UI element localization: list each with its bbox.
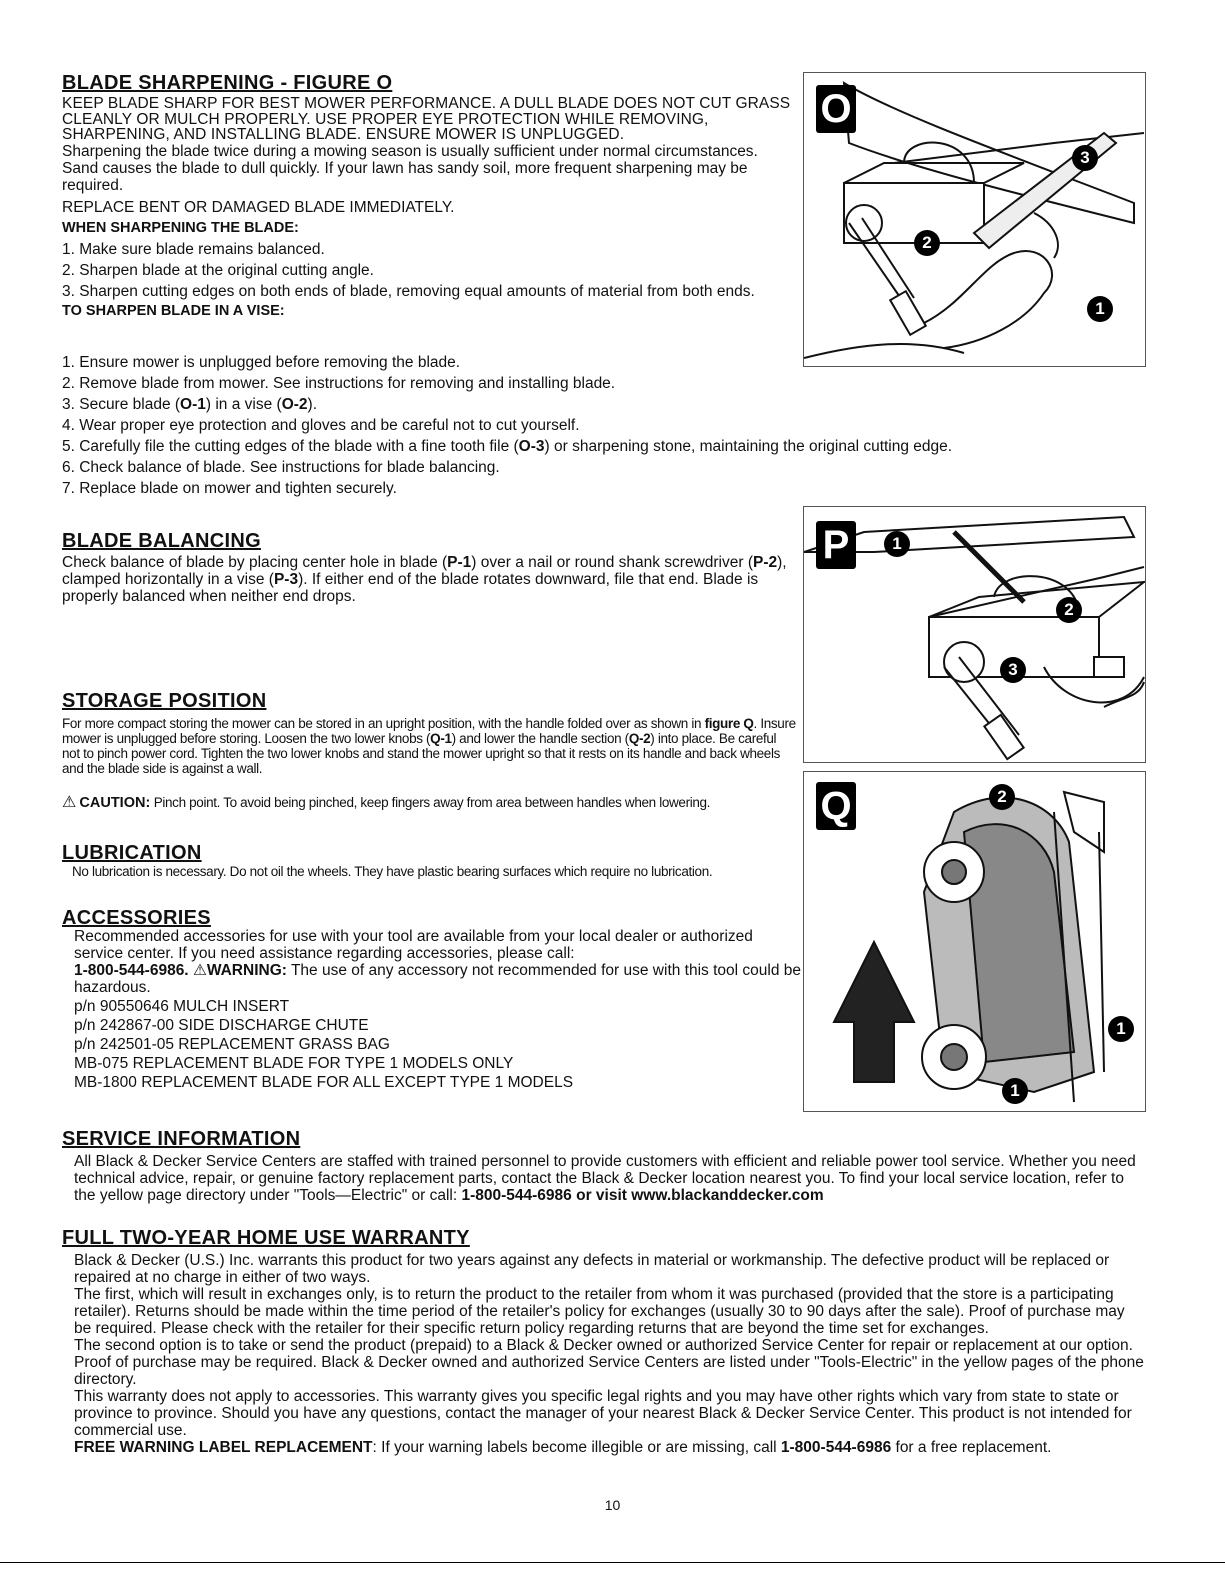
blade-sharpening-body: [62, 96, 792, 320]
accessories-warning: 1-800-544-6986. ⚠WARNING: The use of any accessory not recommended for use with this tool could be hazardous.: [74, 962, 801, 996]
accessory-part: p/n 242501-05 REPLACEMENT GRASS BAG: [74, 1036, 390, 1053]
warranty-body: [74, 1252, 1144, 1456]
accessories-body: [74, 928, 804, 1091]
figure-o-callout: 2: [914, 230, 940, 256]
replace-note: REPLACE BENT OR DAMAGED BLADE IMMEDIATELY.: [62, 198, 455, 216]
vise-step: 6. Check balance of blade. See instructions for blade balancing.: [62, 459, 500, 476]
blade-balancing-text: Check balance of blade by placing center hole in blade (P-1) over a nail or round shank screwdriver (P-2), clamped horizontally in a vise (P-3). If either end of the blade rotates downward, file that end. Blade is properly balanced when neither end drops.: [62, 554, 787, 605]
figure-o-callout: 1: [1087, 296, 1113, 322]
figure-q-callout: 1: [1002, 1078, 1028, 1104]
figure-o-callout: 3: [1072, 145, 1098, 171]
figure-o-badge: O: [816, 85, 856, 133]
vise-step: 3. Secure blade (O-1) in a vise (O-2).: [62, 396, 318, 413]
vise-step: 1. Ensure mower is unplugged before removing the blade.: [62, 354, 461, 371]
when-item: 2. Sharpen blade at the original cutting angle.: [62, 261, 374, 279]
warning-triangle-icon: ⚠: [62, 794, 76, 811]
section-title-storage-position: STORAGE POSITION: [62, 690, 267, 712]
storage-text: For more compact storing the mower can be stored in an upright position, with the handle folded over as shown in figure Q. Insure mower is unplugged before storing. Loosen the two lower knobs (Q-1) and lower the handle section (Q-2) into place. Be careful not to pinch power cord. Tighten the two lower knobs and stand the mower upright so that it rests on its handle and back wheels and the blade side is against a wall.: [62, 716, 796, 776]
service-text: All Black & Decker Service Centers are staffed with trained personnel to provide customers with efficient and reliable power tool service. Whether you need technical advice, repair, or genuine factory replacement parts, contact the Black & Decker location nearest you. To find your local service location, refer to the yellow page directory under "Tools—Electric" or call: 1-800-544-6986 or visit www.blackanddecker.com: [74, 1153, 1136, 1204]
accessory-part: MB-1800 REPLACEMENT BLADE FOR ALL EXCEPT TYPE 1 MODELS: [74, 1074, 574, 1091]
when-item: 1. Make sure blade remains balanced.: [62, 240, 325, 258]
section-title-service-information: SERVICE INFORMATION: [62, 1128, 301, 1150]
section-title-blade-sharpening: BLADE SHARPENING - FIGURE O: [62, 72, 393, 94]
warranty-paragraph: The first, which will result in exchanges only, is to return the product to the retailer from whom it was purchased (provided that the store is a participating retailer). Returns should be made within the time period of the retailer's policy for exchanges (usually 30 to 90 days after the sale). Proof of purchase may be required. Please check with the retailer for their specific return policy regarding returns that are beyond the time set for exchanges.: [74, 1286, 1125, 1337]
vise-step: 7. Replace blade on mower and tighten securely.: [62, 480, 397, 497]
figure-o: [803, 72, 1146, 367]
warranty-paragraph: The second option is to take or send the product (prepaid) to a Black & Decker owned or authorized Service Center for repair or replacement at our option. Proof of purchase may be required. Black & Decker owned and authorized Service Centers are listed under "Tools-Electric" in the yellow pages of the phone directory.: [74, 1337, 1144, 1388]
when-item: 3. Sharpen cutting edges on both ends of blade, removing equal amounts of material from both ends.: [62, 282, 755, 300]
figure-q-callout: 2: [989, 784, 1015, 810]
vise-step: 2. Remove blade from mower. See instructions for removing and installing blade.: [62, 375, 616, 392]
when-sharpening-heading: WHEN SHARPENING THE BLADE:: [62, 219, 299, 236]
section-title-accessories: ACCESSORIES: [62, 907, 211, 929]
figure-q: [803, 771, 1146, 1112]
vise-step: 5. Carefully file the cutting edges of the blade with a fine tooth file (O-3) or sharpening stone, maintaining the original cutting edge.: [62, 438, 953, 455]
accessory-part: MB-075 REPLACEMENT BLADE FOR TYPE 1 MODELS ONLY: [74, 1055, 514, 1072]
figure-q-badge: Q: [816, 782, 856, 830]
page-bottom-rule: [0, 1562, 1225, 1563]
warranty-paragraph: This warranty does not apply to accessories. This warranty gives you specific legal rights and you may have other rights which vary from state to state or province to province. Should you have any questions, contact the manager of your nearest Black & Decker Service Center. This product is not intended for commercial use.: [74, 1388, 1132, 1439]
figure-p-callout: 2: [1056, 597, 1082, 623]
accessory-part: p/n 242867-00 SIDE DISCHARGE CHUTE: [74, 1017, 369, 1034]
figure-p: [803, 506, 1146, 763]
section-title-lubrication: LUBRICATION: [62, 842, 202, 864]
section-title-blade-balancing: BLADE BALANCING: [62, 530, 261, 552]
figure-q-callout: 1: [1108, 1016, 1134, 1042]
blade-sharpening-intro: Sharpening the blade twice during a mowing season is usually sufficient under normal circumstances. Sand causes the blade to dull quickly. If your lawn has sandy soil, more frequent sharpening may be required.: [62, 142, 758, 194]
warning-label-replacement: FREE WARNING LABEL REPLACEMENT: If your warning labels become illegible or are missing, call 1-800-544-6986 for a free replacement.: [74, 1439, 1052, 1456]
accessory-part: p/n 90550646 MULCH INSERT: [74, 998, 290, 1015]
warranty-paragraph: Black & Decker (U.S.) Inc. warrants this product for two years against any defects in material or workmanship. The defective product will be replaced or repaired at no charge in either of two ways.: [74, 1252, 1110, 1286]
vise-step: 4. Wear proper eye protection and gloves and be careful not to cut yourself.: [62, 417, 580, 434]
vise-heading: TO SHARPEN BLADE IN A VISE:: [62, 302, 285, 319]
section-title-warranty: FULL TWO-YEAR HOME USE WARRANTY: [62, 1227, 470, 1249]
figure-p-callout: 1: [884, 531, 910, 557]
storage-caution: ⚠ CAUTION: Pinch point. To avoid being pinched, keep fingers away from area between handles when lowering.: [62, 794, 711, 811]
warning-triangle-icon: ⚠: [192, 962, 207, 979]
accessories-text: Recommended accessories for use with your tool are available from your local dealer or authorized service center. If you need assistance regarding accessories, please call:: [74, 928, 753, 962]
page-number: 10: [604, 1497, 621, 1513]
figure-p-badge: P: [816, 521, 856, 569]
lubrication-text: No lubrication is necessary. Do not oil the wheels. They have plastic bearing surfaces which require no lubrication.: [72, 864, 713, 879]
figure-p-callout: 3: [1000, 657, 1026, 683]
vise-steps-list: [62, 350, 1162, 497]
blade-sharpening-intro-caps: KEEP BLADE SHARP FOR BEST MOWER PERFORMANCE. A DULL BLADE DOES NOT CUT GRASS CLEANLY OR MULCH PROPERLY. USE PROPER EYE PROTECTION WHILE REMOVING, SHARPENING, AND INSTALLING BLADE. ENSURE MOWER IS UNPLUGGED.: [62, 95, 791, 143]
